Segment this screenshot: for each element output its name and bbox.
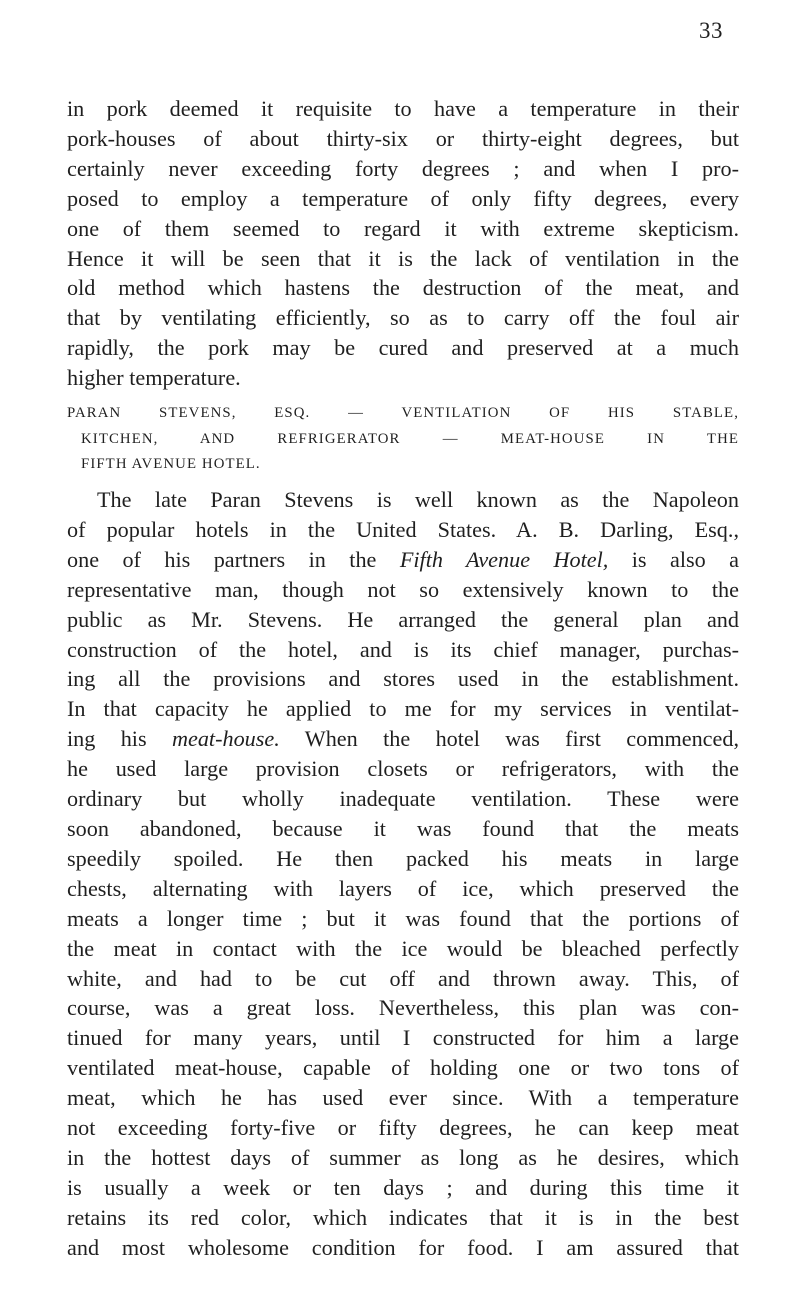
text-line: he used large provision closets or refrigerators, with the	[67, 756, 739, 782]
text-line: pork-houses of about thirty-six or thirty-eight degrees, but	[67, 125, 739, 151]
page-number: 33	[699, 18, 723, 43]
text-line: Hence it will be seen that it is the lack of ventilation in the	[67, 245, 739, 271]
text-line: higher temperature.	[67, 365, 241, 391]
text-segment: is also a	[608, 546, 740, 572]
text-line: rapidly, the pork may be cured and preserved at a much	[67, 335, 739, 361]
text-line: representative man, though not so extensively known to the	[67, 576, 739, 602]
text-segment: When the hotel was first commenced,	[279, 726, 739, 752]
heading-line: FIFTH AVENUE HOTEL.	[81, 456, 261, 472]
text-line: of popular hotels in the United States. A. B. Darling, Esq.,	[67, 516, 739, 542]
text-line: certainly never exceeding forty degrees ; and when I pro-	[67, 155, 739, 181]
text-line: tinued for many years, until I constructed for him a large	[67, 1025, 739, 1051]
text-line: public as Mr. Stevens. He arranged the general plan and	[67, 606, 739, 632]
text-line: one of them seemed to regard it with extreme skepticism.	[67, 215, 739, 241]
text-line: in pork deemed it requisite to have a temperature in their	[67, 96, 739, 121]
section-heading	[67, 401, 739, 478]
text-line: The late Paran Stevens is well known as the Napoleon	[97, 487, 739, 512]
heading-line: PARAN STEVENS, ESQ. — VENTILATION OF HIS STABLE,	[67, 405, 739, 421]
text-line: ing all the provisions and stores used in the establishment.	[67, 666, 739, 692]
paragraph-continuation	[67, 94, 739, 393]
text-line: the meat in contact with the ice would be bleached perfectly	[67, 935, 739, 961]
meat-house-italic: meat-house.	[171, 726, 280, 752]
text-line: meats a longer time ; but it was found that the portions of	[67, 905, 739, 931]
text-line: chests, alternating with layers of ice, which preserved the	[67, 875, 739, 901]
text-line: meat, which he has used ever since. With a temperature	[67, 1085, 739, 1111]
text-segment: ing his	[67, 726, 172, 752]
text-line: and most wholesome condition for food. I am assured that	[67, 1234, 739, 1260]
text-line: retains its red color, which indicates that it is in the best	[67, 1204, 739, 1230]
text-line: old method which hastens the destruction of the meat, and	[67, 275, 739, 301]
text-line: in the hottest days of summer as long as he desires, which	[67, 1144, 739, 1170]
text-line: posed to employ a temperature of only fifty degrees, every	[67, 185, 739, 211]
text-line: speedily spoiled. He then packed his meats in large	[67, 845, 739, 871]
text-line: In that capacity he applied to me for my services in ventilat-	[67, 696, 739, 722]
hotel-name-italic: Fifth Avenue Hotel,	[399, 546, 609, 572]
text-line: that by ventilating efficiently, so as to carry off the foul air	[67, 305, 739, 331]
text-line: ventilated meat-house, capable of holding one or two tons of	[67, 1055, 739, 1081]
text-line: not exceeding forty-five or fifty degrees, he can keep meat	[67, 1115, 739, 1141]
text-line: is usually a week or ten days ; and during this time it	[67, 1174, 739, 1200]
text-line	[67, 545, 739, 575]
text-line: soon abandoned, because it was found that the meats	[67, 815, 739, 841]
text-segment: one of his partners in the	[67, 546, 400, 572]
text-line: construction of the hotel, and is its chief manager, purchas-	[67, 636, 739, 662]
text-line: ordinary but wholly inadequate ventilation. These were	[67, 786, 739, 812]
heading-line: KITCHEN, AND REFRIGERATOR — MEAT-HOUSE IN THE	[81, 430, 739, 447]
paragraph-main	[67, 485, 739, 1263]
text-line: course, was a great loss. Nevertheless, this plan was con-	[67, 995, 739, 1021]
text-line: white, and had to be cut off and thrown away. This, of	[67, 965, 739, 991]
text-line	[67, 724, 739, 754]
